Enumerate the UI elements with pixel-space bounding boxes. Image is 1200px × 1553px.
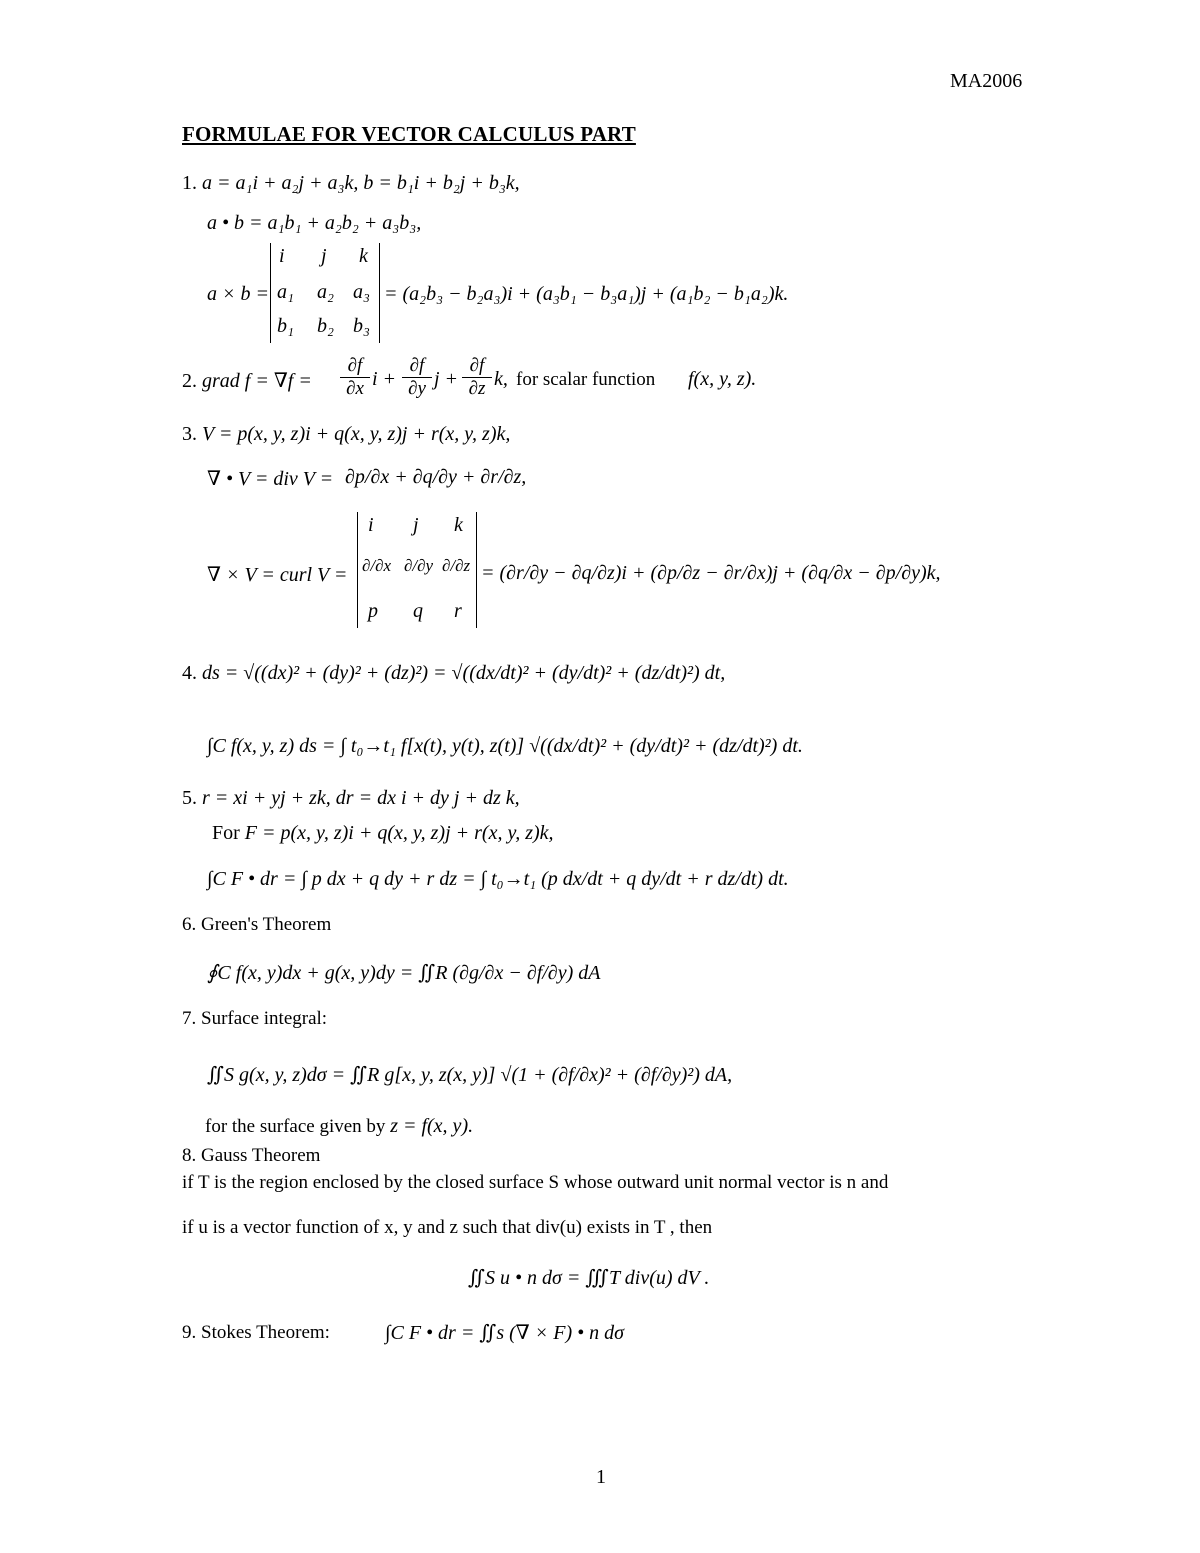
item-9-heading xyxy=(182,1322,330,1344)
det-cell: j xyxy=(321,245,327,267)
item-7-number: 7. xyxy=(182,1008,197,1029)
item-8-line-1: if T is the region enclosed by the closed surface S whose outward unit normal vector is n and xyxy=(182,1172,889,1193)
item-7-heading xyxy=(182,1008,327,1030)
item-3-curl-lhs: ∇ × V = curl V = xyxy=(207,564,348,586)
item-2-func: f(x, y, z). xyxy=(688,368,757,390)
page-title: FORMULAE FOR VECTOR CALCULUS PART xyxy=(182,122,636,146)
item-7-note-text: for the surface given by xyxy=(205,1116,386,1137)
item-7-formula: ∬S g(x, y, z)dσ = ∬R g[x, y, z(x, y)] √(1 + (∂f/∂x)² + (∂f/∂y)²) dA, xyxy=(207,1064,733,1086)
fraction-num: ∂f xyxy=(340,355,370,378)
div-term: ∂q/∂y xyxy=(412,466,457,488)
det-cell: p xyxy=(368,600,378,622)
item-3-number: 3. xyxy=(182,423,197,445)
fraction-num: ∂f xyxy=(402,355,432,378)
item-8-name: Gauss Theorem xyxy=(201,1145,321,1166)
fraction-num: ∂f xyxy=(462,355,492,378)
det-cell: ∂/∂z xyxy=(442,556,471,575)
item-5-r: r = xi + yj + zk, dr = dx i + dy j + dz k, xyxy=(202,787,520,809)
item-9-number: 9. xyxy=(182,1322,197,1343)
fraction-den: ∂y xyxy=(408,378,426,399)
item-1-cross-lhs: a × b = xyxy=(207,283,269,305)
det-cell: k xyxy=(359,245,368,267)
item-9-name: Stokes Theorem: xyxy=(201,1322,330,1343)
item-8-number: 8. xyxy=(182,1145,197,1166)
item-2-text: for scalar function xyxy=(516,369,656,390)
item-7-name: Surface integral: xyxy=(201,1008,328,1029)
item-4-ds xyxy=(182,662,725,685)
det-cell: a₁ xyxy=(277,281,294,303)
item-3-curl-rhs: = (∂r/∂y − ∂q/∂z)i + (∂p/∂z − ∂r/∂x)j + (∂q/∂x − ∂p/∂y)k, xyxy=(481,562,941,584)
page-number: 1 xyxy=(596,1466,606,1488)
fraction-den: ∂z xyxy=(468,378,486,399)
det-cell: ∂/∂y xyxy=(404,556,434,575)
item-1-vectors xyxy=(182,172,520,195)
item-6-heading xyxy=(182,914,331,936)
term: k, xyxy=(494,368,508,390)
item-6-name: Green's Theorem xyxy=(201,914,332,935)
item-7-note-eq: z = f(x, y). xyxy=(390,1115,474,1137)
div-term: ∂p/∂x xyxy=(345,466,390,488)
item-8-formula: ∬S u • n dσ = ∭T div(u) dV . xyxy=(468,1267,710,1289)
item-5-position xyxy=(182,787,520,810)
course-code: MA2006 xyxy=(950,70,1023,92)
item-5-field xyxy=(212,822,554,845)
item-1-vector-definitions: a = a₁i + a₂j + a₃k, b = b₁i + b₂j + b₃k, xyxy=(202,172,520,194)
term: i + xyxy=(372,368,397,390)
det-cell: i xyxy=(279,245,285,267)
item-8-line-2: if u is a vector function of x, y and z such that div(u) exists in T , then xyxy=(182,1217,713,1238)
item-9-formula: ∫C F • dr = ∬s (∇ × F) • n dσ xyxy=(385,1322,624,1344)
item-1-dot-product: a • b = a₁b₁ + a₂b₂ + a₃b₃, xyxy=(207,212,422,234)
item-3-field xyxy=(182,423,510,446)
item-3-vector-field: V = p(x, y, z)i + q(x, y, z)j + r(x, y, z)k, xyxy=(202,423,511,445)
item-6-formula: ∮C f(x, y)dx + g(x, y)dy = ∬R (∂g/∂x − ∂f/∂y) dA xyxy=(207,962,601,984)
det-cell: a₃ xyxy=(353,281,370,303)
item-2-grad: grad f = ∇f = xyxy=(202,370,312,392)
det-cell: a₂ xyxy=(317,281,334,303)
fraction xyxy=(340,355,370,400)
det-cell: ∂/∂x xyxy=(362,556,392,575)
item-5-number: 5. xyxy=(182,787,197,809)
item-1-cross-rhs: = (a₂b₃ − b₂a₃)i + (a₃b₁ − b₃a₁)j + (a₁b₂ − b₁a₂)k. xyxy=(384,283,789,305)
item-1-determinant xyxy=(270,243,380,343)
item-2-lhs xyxy=(182,368,312,393)
det-cell: r xyxy=(454,600,462,622)
fraction xyxy=(402,355,432,400)
fraction xyxy=(462,355,492,400)
item-3-div-lhs: ∇ • V = div V = xyxy=(207,468,334,490)
det-cell: j xyxy=(413,514,419,536)
det-cell: i xyxy=(368,514,374,536)
item-1-number: 1. xyxy=(182,172,197,194)
item-4-number: 4. xyxy=(182,662,197,684)
det-cell: b₃ xyxy=(353,315,370,337)
item-3-determinant xyxy=(357,512,477,628)
item-4-line-integral: ∫C f(x, y, z) ds = ∫ t₀→t₁ f[x(t), y(t), z(t)] √((dx/dt)² + (dy/dt)² + (dz/dt)²) dt. xyxy=(207,735,803,757)
item-7-note xyxy=(205,1115,473,1138)
fraction-den: ∂x xyxy=(346,378,364,399)
item-2-number: 2. xyxy=(182,370,197,392)
det-cell: b₂ xyxy=(317,315,334,337)
item-3-div-terms: ∂p/∂x + ∂q/∂y + ∂r/∂z, xyxy=(345,466,527,488)
det-cell: k xyxy=(454,514,463,536)
item-5-for: For xyxy=(212,822,240,844)
item-6-number: 6. xyxy=(182,914,197,935)
div-term: ∂r/∂z xyxy=(480,466,522,488)
item-5-F: F = p(x, y, z)i + q(x, y, z)j + r(x, y, z)k, xyxy=(244,822,554,844)
det-cell: q xyxy=(413,600,423,622)
det-cell: b₁ xyxy=(277,315,294,337)
item-8-heading xyxy=(182,1145,320,1167)
term: j + xyxy=(434,368,459,390)
item-4-arc-length: ds = √((dx)² + (dy)² + (dz)²) = √((dx/dt)² + (dy/dt)² + (dz/dt)²) dt, xyxy=(202,662,726,684)
item-5-work: ∫C F • dr = ∫ p dx + q dy + r dz = ∫ t₀→t₁ (p dx/dt + q dy/dt + r dz/dt) dt. xyxy=(207,868,789,890)
